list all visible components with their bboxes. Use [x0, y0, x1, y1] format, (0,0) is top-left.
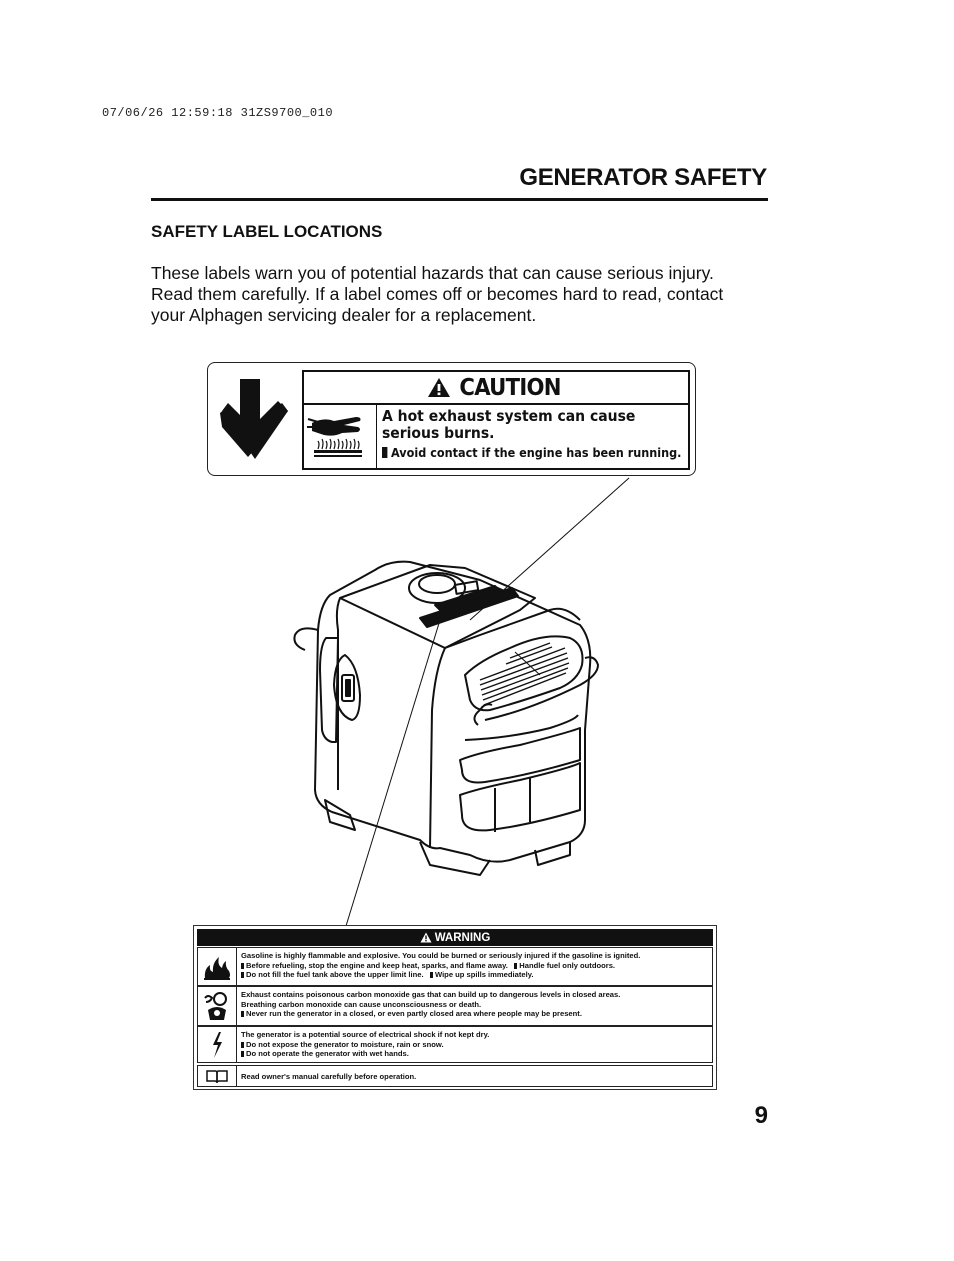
electric-warning-line3: Do not operate the generator with wet hands.: [241, 1049, 708, 1059]
page-number: 9: [754, 1102, 768, 1129]
caution-line2: serious burns.: [382, 424, 495, 442]
warning-row-exhaust: [197, 986, 713, 1026]
warning-triangle-icon: [420, 932, 432, 943]
warning-row-electric: [197, 1026, 713, 1063]
electric-warning-line1: The generator is a potential source of electrical shock if not kept dry.: [241, 1030, 490, 1039]
fuel-warning-line2: Before refueling, stop the engine and keep heat, sparks, and flame away. Handle fuel only outdoors.: [241, 961, 708, 971]
electric-shock-icon: [198, 1027, 237, 1062]
poison-gas-icon: [198, 987, 237, 1025]
warning-row-manual: [197, 1065, 713, 1087]
intro-paragraph: These labels warn you of potential hazards that can cause serious injury. Read them carefully. If a label comes off or becomes hard to read, contact your Alphagen servicing dealer for a replacement.: [151, 263, 724, 325]
fire-icon: [198, 948, 237, 985]
caution-line1: A hot exhaust system can cause: [382, 407, 636, 425]
warning-row-fuel: [197, 947, 713, 986]
exhaust-warning-line3: Never run the generator in a closed, or even partly closed area where people may be present.: [241, 1009, 708, 1019]
caution-title: CAUTION: [459, 374, 561, 401]
warning-title: WARNING: [434, 931, 491, 944]
electric-warning-line2: Do not expose the generator to moisture, rain or snow.: [241, 1040, 708, 1050]
generator-illustration: [280, 470, 620, 880]
warning-header: [197, 929, 713, 946]
manual-notice: Read owner's manual carefully before operation.: [241, 1072, 417, 1081]
exhaust-warning-line2: Breathing carbon monoxide can cause unconsciousness or death.: [241, 999, 482, 1009]
page-title: GENERATOR SAFETY: [519, 164, 767, 191]
exhaust-warning-line1: Exhaust contains poisonous carbon monoxide gas that can build up to dangerous levels in closed areas.: [241, 990, 621, 999]
fuel-warning-line3: Do not fill the fuel tank above the upper limit line. Wipe up spills immediately.: [241, 970, 708, 980]
section-subtitle: SAFETY LABEL LOCATIONS: [151, 222, 383, 241]
print-stamp: 07/06/26 12:59:18 31ZS9700_010: [102, 106, 334, 120]
warning-label: [193, 925, 717, 1090]
caution-bullet: Avoid contact if the engine has been running.: [382, 445, 654, 460]
fuel-warning-line1: Gasoline is highly flammable and explosive. You could be burned or seriously injured if the gasoline is ignited.: [241, 951, 641, 960]
owners-manual-icon: [198, 1066, 237, 1086]
